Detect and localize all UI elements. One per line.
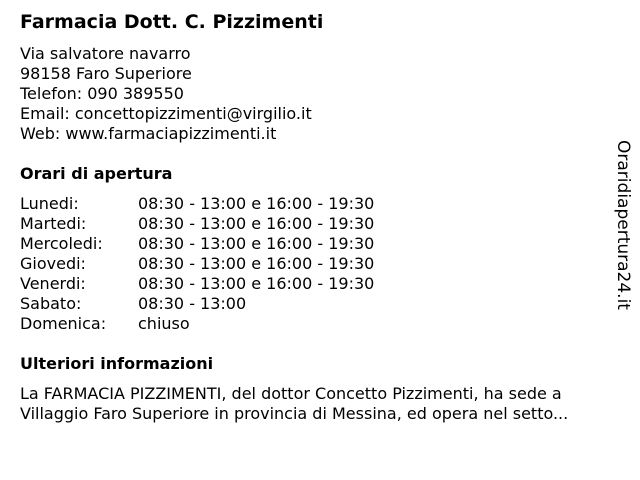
hours-row-saturday: [20, 294, 374, 314]
day-label: Sabato:: [20, 294, 82, 313]
day-label: Giovedi:: [20, 254, 86, 273]
time-value: 08:30 - 13:00 e 16:00 - 19:30: [138, 274, 375, 293]
contact-block: [20, 44, 312, 144]
further-info-text: [20, 384, 630, 424]
street-address: Via salvatore navarro: [20, 44, 191, 63]
day-label: Lunedi:: [20, 194, 79, 213]
opening-hours-table: [20, 194, 374, 334]
phone-line: Telefon: 090 389550: [20, 84, 184, 103]
brand-text: Oraridiapertura24.it: [613, 140, 634, 310]
time-value: 08:30 - 13:00: [138, 294, 247, 313]
hours-row-monday: [20, 194, 374, 214]
day-label: Domenica:: [20, 314, 107, 333]
further-info-heading: Ulteriori informazioni: [20, 354, 214, 373]
time-value: 08:30 - 13:00 e 16:00 - 19:30: [138, 254, 375, 273]
description-line: Villaggio Faro Superiore in provincia di Messina, ed opera nel setto...: [20, 404, 569, 423]
day-label: Martedi:: [20, 214, 87, 233]
email-line: Email: concettopizzimenti@virgilio.it: [20, 104, 312, 123]
time-value: 08:30 - 13:00 e 16:00 - 19:30: [138, 214, 375, 233]
opening-hours-heading: Orari di apertura: [20, 164, 173, 183]
hours-row-tuesday: [20, 214, 374, 234]
hours-row-wednesday: [20, 234, 374, 254]
pharmacy-name: Farmacia Dott. C. Pizzimenti: [20, 11, 324, 33]
hours-row-sunday: [20, 314, 374, 334]
hours-row-thursday: [20, 254, 374, 274]
hours-row-friday: [20, 274, 374, 294]
time-value: 08:30 - 13:00 e 16:00 - 19:30: [138, 194, 375, 213]
day-label: Mercoledi:: [20, 234, 103, 253]
time-value: 08:30 - 13:00 e 16:00 - 19:30: [138, 234, 375, 253]
city-line: 98158 Faro Superiore: [20, 64, 192, 83]
time-value: chiuso: [138, 314, 190, 333]
web-line: Web: www.farmaciapizzimenti.it: [20, 124, 277, 143]
brand-watermark: [612, 135, 634, 315]
day-label: Venerdi:: [20, 274, 86, 293]
description-line: La FARMACIA PIZZIMENTI, del dottor Concetto Pizzimenti, ha sede a: [20, 384, 562, 403]
